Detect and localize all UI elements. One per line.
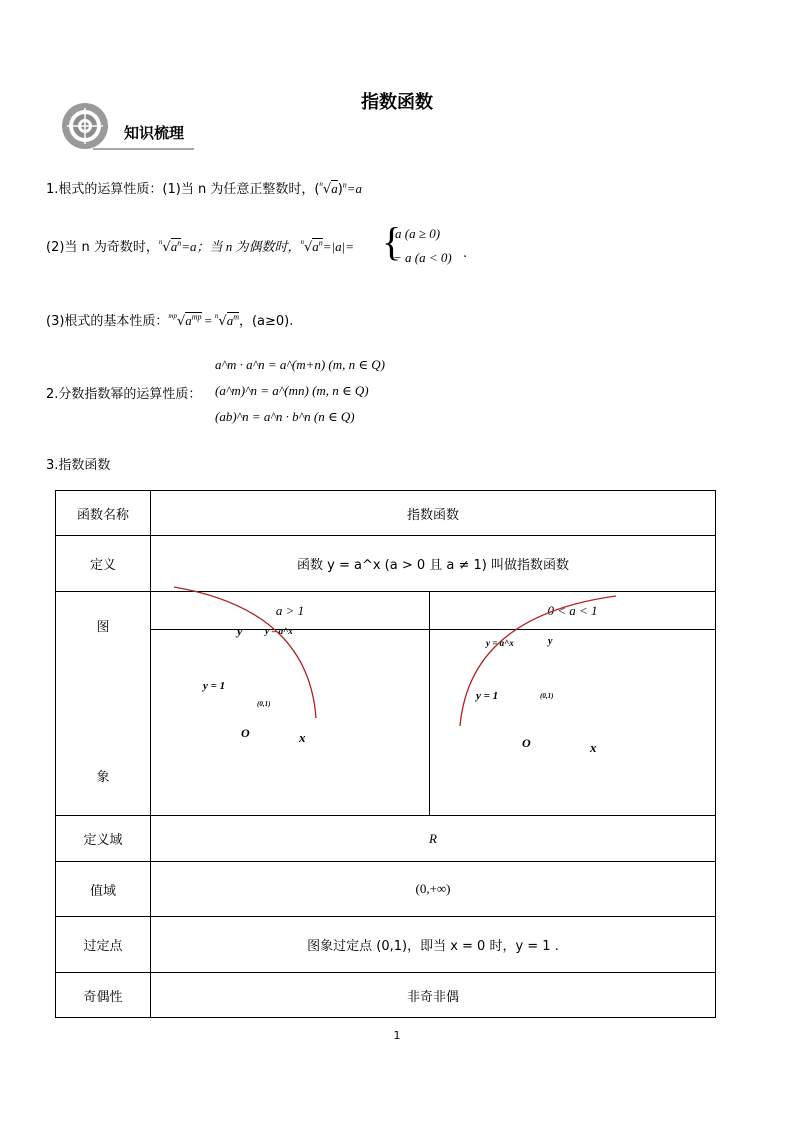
graph-cell-a-gt-1: [151, 592, 430, 816]
table-row: [56, 592, 716, 816]
row-label-name: 函数名称: [56, 491, 151, 536]
row-label-def: 定义: [56, 536, 151, 592]
case-neg: − a (a < 0): [393, 250, 452, 265]
fixed-point-label: (0,1): [257, 700, 271, 708]
origin-label: O: [522, 736, 531, 750]
row-label-domain: 定义域: [56, 816, 151, 862]
asymptote-label: y = 1: [476, 690, 499, 702]
y-axis-label: y: [237, 624, 243, 638]
table-row: [56, 862, 716, 917]
exp-function-table: [55, 490, 716, 1018]
row-value-point: 图象过定点 (0,1)，即当 x = 0 时，y = 1 .: [151, 917, 716, 973]
graph-cell-a-lt-1: [430, 592, 716, 816]
table-row: [56, 816, 716, 862]
row-value-domain: R: [151, 816, 716, 862]
document-title: 指数函数: [361, 92, 433, 113]
table-row: [56, 536, 716, 592]
fraction-exponent-label: 2.分数指数幂的运算性质：: [46, 387, 202, 402]
row-label-range: 值域: [56, 862, 151, 917]
period: .: [463, 246, 468, 261]
function-label: y = a^x: [486, 638, 514, 648]
row-value-def: 函数 y = a^x (a > 0 且 a ≠ 1) 叫做指数函数: [151, 536, 716, 592]
asymptote-label: y = 1: [203, 680, 226, 692]
section-header: [58, 100, 208, 154]
row-value-parity: 非奇非偶: [151, 973, 716, 1018]
rule-product-power: (ab)^n = a^n · b^n (n ∈ Q): [215, 409, 355, 424]
radical-property-2: (2)当 n 为奇数时，$^n√a^n=a$；当 n 为偶数时，$^n√a^n=|a|=$: [46, 238, 354, 255]
graph-header-a-lt-1: 0 < a < 1: [430, 592, 715, 630]
table-row: [56, 491, 716, 536]
plot-a-gt-1: [151, 624, 429, 815]
x-axis-label: x: [299, 730, 306, 745]
section-label: 知识梳理: [124, 124, 185, 142]
page-number: 1: [393, 1029, 401, 1042]
row-label-graph: 图 象: [56, 592, 151, 816]
row-label-point: 过定点: [56, 917, 151, 973]
table-row: [56, 973, 716, 1018]
radical-property-1: 1.根式的运算性质：(1)当 n 为任意正整数时，$(^n√a)^n=a$: [46, 180, 363, 197]
graph-header-a-gt-1: a > 1: [151, 592, 429, 630]
function-label: y = a^x: [265, 626, 293, 636]
row-label-parity: 奇偶性: [56, 973, 151, 1018]
rule-power: (a^m)^n = a^(mn) (m, n ∈ Q): [215, 383, 369, 398]
fixed-point-label: (0,1): [540, 692, 554, 700]
exp-function-label: 3.指数函数: [46, 458, 111, 473]
table-row: [56, 917, 716, 973]
origin-label: O: [241, 726, 250, 740]
row-value-range: (0,+∞): [151, 862, 716, 917]
rule-product: a^m · a^n = a^(m+n) (m, n ∈ Q): [215, 357, 385, 372]
row-value-name: 指数函数: [151, 491, 716, 536]
y-axis-label: y: [548, 636, 553, 647]
x-axis-label: x: [590, 740, 597, 755]
case-nonneg: a (a ≥ 0): [395, 226, 441, 241]
plot-a-lt-1: [430, 630, 715, 815]
case-brace: {: [382, 219, 402, 264]
radical-property-3: (3)根式的基本性质：$^{mp}√a^{mp} = ^n√a^m$，(a≥0).: [46, 312, 294, 329]
